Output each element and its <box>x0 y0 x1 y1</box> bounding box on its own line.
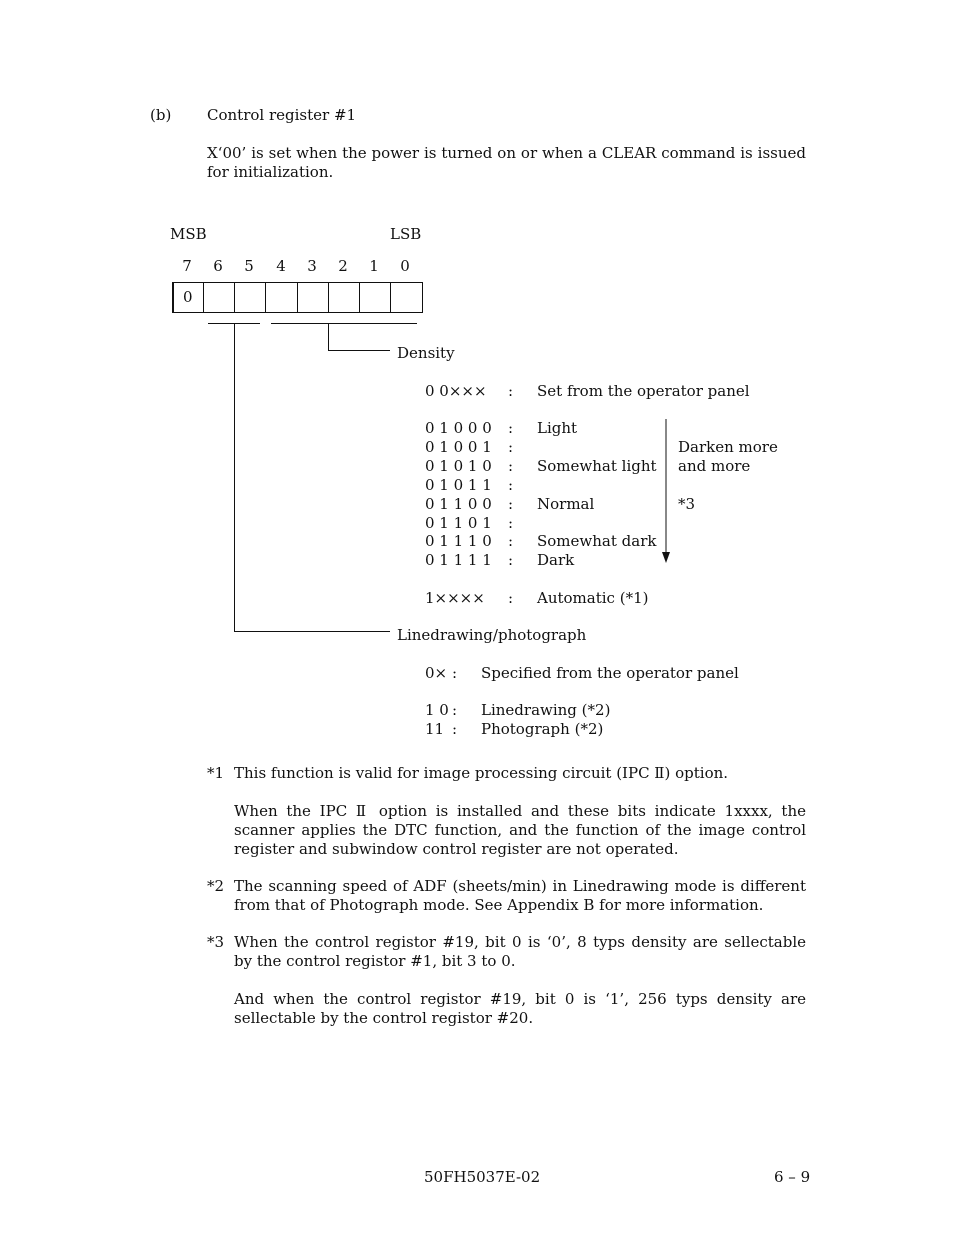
density-code: 0 1 1 0 1 <box>425 514 492 532</box>
density-desc: Dark <box>537 551 575 569</box>
section-title: Control register #1 <box>207 106 357 124</box>
register-cell-bit6 <box>203 282 235 313</box>
colon: : <box>508 419 514 437</box>
colon: : <box>508 382 514 400</box>
colon: : <box>508 589 514 607</box>
register-cell-bit5 <box>234 282 266 313</box>
density-leader-vertical <box>328 323 329 351</box>
darken-label-line1: Darken more <box>678 438 778 456</box>
footer-doc-id: 50FH5037E-02 <box>424 1168 541 1186</box>
linedrawing-desc: Specified from the operator panel <box>481 664 739 682</box>
note-2-text: The scanning speed of ADF (sheets/min) in Linedrawing mode is different from that of Photograph mode. See Appendix B for more information. <box>234 877 806 914</box>
density-code: 0 1 0 1 1 <box>425 476 492 494</box>
register-cell-bit1 <box>359 282 391 313</box>
register-cell-bit0 <box>390 282 423 313</box>
linedrawing-leader-horizontal <box>234 631 390 632</box>
density-leader-horizontal <box>328 350 390 351</box>
colon: : <box>508 476 514 494</box>
bit-number-1: 1 <box>369 257 379 275</box>
bit-number-6: 6 <box>213 257 223 275</box>
linedrawing-leader-vertical <box>234 323 235 632</box>
bracket-bits-4-0 <box>271 323 417 324</box>
register-cell-bit7 <box>172 282 204 313</box>
register-cell-bit2 <box>328 282 360 313</box>
msb-label: MSB <box>170 225 207 243</box>
intro-paragraph: X‘00’ is set when the power is turned on or when a CLEAR command is issued for initialization. <box>207 144 806 181</box>
register-cell-bit3 <box>297 282 329 313</box>
colon: : <box>452 664 458 682</box>
colon: : <box>452 701 458 719</box>
colon: : <box>452 720 458 738</box>
darken-note: *3 <box>678 495 696 513</box>
density-label: Density <box>397 344 455 362</box>
note-3-text: When the control registor #19, bit 0 is ‘0’, 8 typs density are sellectable by the control registor #1, bit 3 to 0. <box>234 933 806 970</box>
density-desc: Somewhat light <box>537 457 657 475</box>
colon: : <box>508 438 514 456</box>
density-code: 0 1 0 1 0 <box>425 457 492 475</box>
darken-arrow-icon <box>658 418 674 566</box>
linedrawing-code: 0× <box>425 664 448 682</box>
bit-number-3: 3 <box>307 257 317 275</box>
linedrawing-desc: Linedrawing (*2) <box>481 701 611 719</box>
colon: : <box>508 551 514 569</box>
density-code-auto: 1×××× <box>425 589 485 607</box>
density-desc: Somewhat dark <box>537 532 657 550</box>
linedrawing-code: 1 0 <box>425 701 449 719</box>
bit-number-0: 0 <box>400 257 410 275</box>
colon: : <box>508 532 514 550</box>
bit-number-4: 4 <box>276 257 286 275</box>
footer-page-number: 6 – 9 <box>774 1168 811 1186</box>
density-code: 0 1 0 0 0 <box>425 419 492 437</box>
bit-number-5: 5 <box>244 257 254 275</box>
darken-label-line2: and more <box>678 457 751 475</box>
linedrawing-code: 11 <box>425 720 445 738</box>
linedrawing-label: Linedrawing/photograph <box>397 626 587 644</box>
bit-number-7: 7 <box>182 257 192 275</box>
note-3-mark: *3 <box>207 933 225 951</box>
density-code: 0 1 1 1 0 <box>425 532 492 550</box>
density-desc: Light <box>537 419 578 437</box>
bit7-value: 0 <box>183 288 193 306</box>
colon: : <box>508 457 514 475</box>
density-desc-panel: Set from the operator panel <box>537 382 750 400</box>
density-code: 0 1 0 0 1 <box>425 438 492 456</box>
bit-number-2: 2 <box>338 257 348 275</box>
density-code: 0 1 1 0 0 <box>425 495 492 513</box>
note-1-text: This function is valid for image processing circuit (IPC Ⅱ) option. <box>234 764 729 782</box>
density-code: 0 1 1 1 1 <box>425 551 492 569</box>
note-2-mark: *2 <box>207 877 225 895</box>
register-cell-bit4 <box>265 282 298 313</box>
note-3-detail: And when the control registor #19, bit 0 is ‘1’, 256 typs density are sellectable by the control registor #20. <box>234 990 806 1027</box>
colon: : <box>508 514 514 532</box>
density-desc-auto: Automatic (*1) <box>537 589 649 607</box>
density-desc: Normal <box>537 495 595 513</box>
colon: : <box>508 495 514 513</box>
linedrawing-desc: Photograph (*2) <box>481 720 604 738</box>
section-marker: (b) <box>150 106 172 124</box>
lsb-label: LSB <box>390 225 422 243</box>
density-code-panel: 0 0××× <box>425 382 487 400</box>
note-1-mark: *1 <box>207 764 225 782</box>
note-1-detail: When the IPC Ⅱ option is installed and these bits indicate 1xxxx, the scanner applies the DTC function, and the function of the image control register and subwindow control register are not operated. <box>234 802 806 858</box>
